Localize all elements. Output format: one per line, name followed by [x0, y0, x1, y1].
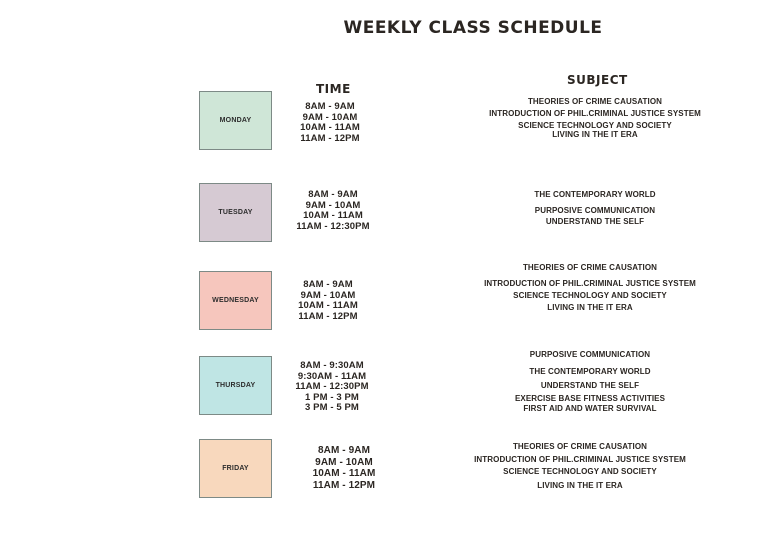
time-slot: 9AM - 10AM	[315, 456, 373, 468]
subject-entry: INTRODUCTION OF PHIL.CRIMINAL JUSTICE SYSTEM	[489, 109, 701, 118]
subject-entry: THEORIES OF CRIME CAUSATION	[527, 97, 663, 106]
time-slot: 9AM - 10AM	[305, 199, 361, 211]
time-slot: 10AM - 11AM	[303, 210, 363, 221]
time-slot: 10AM - 11AM	[312, 468, 376, 479]
subject-column-header: SUBJECT	[567, 73, 628, 87]
subject-entry: THEORIES OF CRIME CAUSATION	[512, 442, 648, 451]
day-box-thursday	[199, 356, 272, 415]
times-wednesday	[283, 280, 373, 322]
time-slot: 11AM - 12PM	[300, 132, 360, 144]
time-slot: 10AM - 11AM	[298, 300, 358, 311]
time-slot: 8AM - 9AM	[303, 279, 353, 290]
page-title: WEEKLY CLASS SCHEDULE	[343, 18, 603, 38]
subject-entry: FIRST AID AND WATER SURVIVAL	[523, 404, 657, 413]
time-slot: 11AM - 12:30PM	[296, 220, 370, 232]
subject-entry: THEORIES OF CRIME CAUSATION	[522, 263, 658, 272]
day-box-tuesday	[199, 183, 272, 242]
subject-entry: LIVING IN THE IT ERA	[547, 303, 633, 312]
times-friday	[299, 445, 389, 491]
subjects-wednesday	[465, 263, 715, 312]
time-slot: 1 PM - 3 PM	[305, 391, 359, 403]
day-label-friday: FRIDAY	[222, 465, 249, 472]
time-slot: 9AM - 10AM	[300, 289, 356, 301]
subject-entry: SCIENCE TECHNOLOGY AND SOCIETY	[513, 291, 667, 300]
time-slot: 3 PM - 5 PM	[305, 402, 359, 413]
subject-entry: UNDERSTAND THE SELF	[540, 381, 640, 390]
day-label-monday: MONDAY	[219, 117, 252, 124]
subjects-monday	[470, 97, 720, 139]
times-tuesday	[288, 190, 378, 232]
day-box-friday	[199, 439, 272, 498]
subject-entry: PURPOSIVE COMMUNICATION	[534, 206, 656, 215]
day-label-wednesday: WEDNESDAY	[212, 297, 259, 304]
time-slot: 8AM - 9AM	[317, 445, 370, 456]
time-slot: 8AM - 9AM	[308, 189, 358, 200]
subject-entry: INTRODUCTION OF PHIL.CRIMINAL JUSTICE SYSTEM	[474, 455, 686, 464]
subject-entry: SCIENCE TECHNOLOGY AND SOCIETY	[518, 121, 672, 130]
day-label-thursday: THURSDAY	[215, 382, 256, 389]
subject-entry: SCIENCE TECHNOLOGY AND SOCIETY	[503, 467, 657, 476]
time-slot: 10AM - 11AM	[300, 122, 360, 133]
subjects-tuesday	[470, 190, 720, 226]
subjects-friday	[455, 442, 705, 490]
subject-entry: PURPOSIVE COMMUNICATION	[529, 350, 651, 359]
times-monday	[285, 102, 375, 144]
subject-entry: THE CONTEMPORARY WORLD	[529, 367, 651, 376]
time-slot: 8AM - 9:30AM	[300, 360, 364, 371]
time-slot: 11AM - 12PM	[312, 479, 376, 491]
subject-entry: UNDERSTAND THE SELF	[545, 217, 645, 226]
time-slot: 9:30AM - 11AM	[297, 370, 367, 382]
subject-entry: LIVING IN THE IT ERA	[552, 130, 638, 139]
time-slot: 8AM - 9AM	[305, 101, 355, 112]
subject-entry: EXERCISE BASE FITNESS ACTIVITIES	[514, 394, 666, 403]
subject-entry: LIVING IN THE IT ERA	[537, 481, 623, 490]
time-slot: 11AM - 12PM	[298, 310, 358, 322]
day-box-wednesday	[199, 271, 272, 330]
day-box-monday	[199, 91, 272, 150]
subject-entry: THE CONTEMPORARY WORLD	[534, 190, 656, 199]
subject-entry: INTRODUCTION OF PHIL.CRIMINAL JUSTICE SYSTEM	[484, 279, 696, 288]
time-slot: 11AM - 12:30PM	[295, 381, 369, 392]
subjects-thursday	[465, 350, 715, 413]
day-label-tuesday: TUESDAY	[218, 209, 253, 216]
time-column-header: TIME	[316, 82, 351, 96]
times-thursday	[287, 361, 377, 414]
time-slot: 9AM - 10AM	[302, 111, 358, 123]
